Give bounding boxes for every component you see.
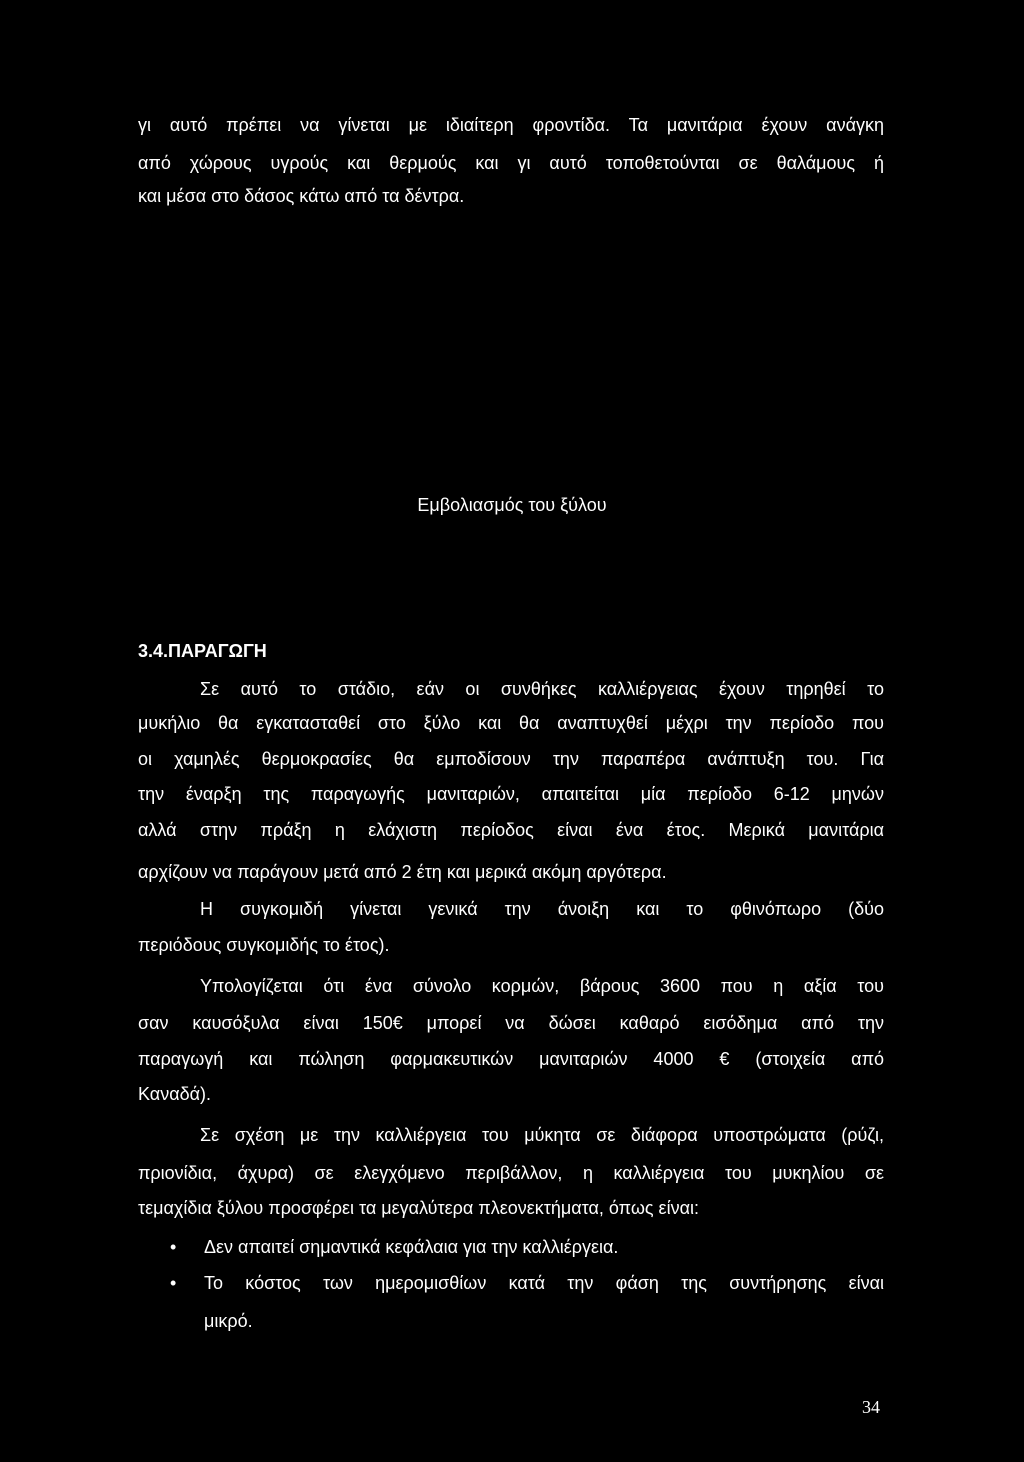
paragraph1-line-6: αρχίζουν να παράγουν μετά από 2 έτη και μερικά ακόμη αργότερα. bbox=[138, 862, 667, 882]
bullet-marker-1: • bbox=[170, 1237, 177, 1257]
paragraph3-line-4: Καναδά). bbox=[138, 1084, 212, 1104]
paragraph1-line-2: μυκήλιο θα εγκατασταθεί στο ξύλο και θα αναπτυχθεί μέχρι την περίοδο που bbox=[138, 713, 884, 733]
paragraph2-line-1: Η συγκομιδή γίνεται γενικά την άνοιξη και το φθινόπωρο (δύο bbox=[200, 899, 884, 919]
paragraph3-line-1: Υπολογίζεται ότι ένα σύνολο κορμών, βάρους 3600 που η αξία του bbox=[200, 976, 884, 996]
bullet-marker-2: • bbox=[170, 1273, 177, 1293]
intro-line-2: από χώρους υγρούς και θερμούς και γι αυτό τοποθετούνται σε θαλάμους ή bbox=[138, 153, 884, 173]
paragraph1-line-1: Σε αυτό το στάδιο, εάν οι συνθήκες καλλιέργειας έχουν τηρηθεί το bbox=[200, 679, 884, 699]
section-heading: 3.4.ΠΑΡΑΓΩΓΗ bbox=[138, 641, 267, 661]
paragraph4-line-2: πριονίδια, άχυρα) σε ελεγχόμενο περιβάλλον, η καλλιέργεια του μυκηλίου σε bbox=[138, 1163, 884, 1183]
figure-caption: Εμβολιασμός του ξύλου bbox=[417, 495, 607, 515]
paragraph1-line-3: οι χαμηλές θερμοκρασίες θα εμποδίσουν την παραπέρα ανάπτυξη του. Για bbox=[138, 749, 884, 769]
intro-line-3: και μέσα στο δάσος κάτω από τα δέντρα. bbox=[138, 186, 465, 206]
page-number: 34 bbox=[862, 1397, 880, 1417]
paragraph4-line-3: τεμαχίδια ξύλου προσφέρει τα μεγαλύτερα πλεονεκτήματα, όπως είναι: bbox=[138, 1198, 699, 1218]
paragraph1-line-4: την έναρξη της παραγωγής μανιταριών, απαιτείται μία περίοδο 6-12 μηνών bbox=[138, 784, 884, 804]
paragraph1-line-5: αλλά στην πράξη η ελάχιστη περίοδος είναι ένα έτος. Μερικά μανιτάρια bbox=[138, 820, 884, 840]
bullet-2-line-1: Το κόστος των ημερομισθίων κατά την φάση της συντήρησης είναι bbox=[204, 1273, 884, 1293]
paragraph4-line-1: Σε σχέση με την καλλιέργεια του μύκητα σε διάφορα υποστρώματα (ρύζι, bbox=[200, 1125, 884, 1145]
paragraph3-line-2: σαν καυσόξυλα είναι 150€ μπορεί να δώσει καθαρό εισόδημα από την bbox=[138, 1013, 884, 1033]
paragraph3-line-3: παραγωγή και πώληση φαρμακευτικών μανιταριών 4000 € (στοιχεία από bbox=[138, 1049, 884, 1069]
bullet-2-line-2: μικρό. bbox=[204, 1311, 253, 1331]
intro-line-1: γι αυτό πρέπει να γίνεται με ιδιαίτερη φροντίδα. Τα μανιτάρια έχουν ανάγκη bbox=[138, 115, 884, 135]
bullet-1-line-1: Δεν απαιτεί σημαντικά κεφάλαια για την καλλιέργεια. bbox=[204, 1237, 619, 1257]
paragraph2-line-2: περιόδους συγκομιδής το έτος). bbox=[138, 935, 390, 955]
